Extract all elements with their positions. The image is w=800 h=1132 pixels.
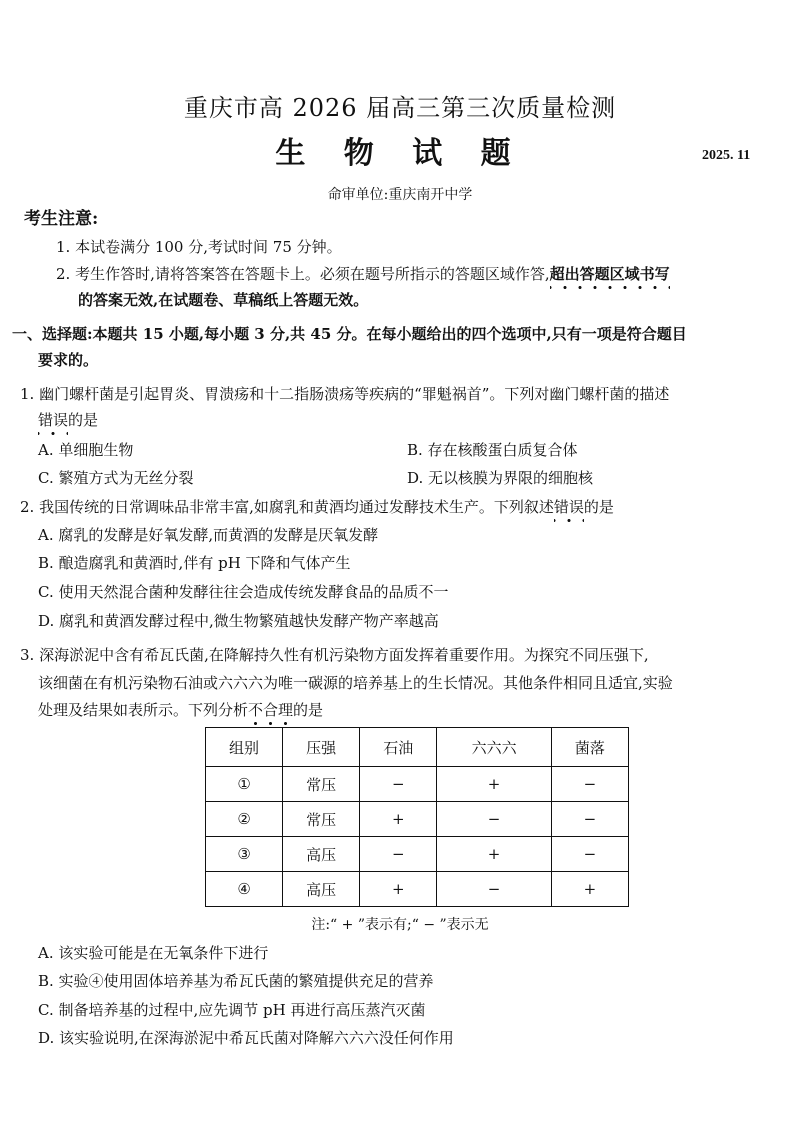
- q2-emphasis: 错误: [554, 498, 584, 523]
- q3-option-b: B. 实验④使用固体培养基为希瓦氏菌的繁殖提供充足的营养: [38, 972, 434, 990]
- exam-title: 重庆市高 2026 届高三第三次质量检测: [183, 94, 617, 122]
- q3-option-d: D. 该实验说明,在深海淤泥中希瓦氏菌对降解六六六没任何作用: [38, 1029, 454, 1047]
- table-note: 注:“ + ”表示有;“ − ”表示无: [311, 917, 489, 933]
- q2-option-b: B. 酿造腐乳和黄酒时,伴有 pH 下降和气体产生: [38, 554, 351, 572]
- q3-stem-line1: 3. 深海淤泥中含有希瓦氏菌,在降解持久性有机污染物方面发挥着重要作用。为探究不同压强下,: [20, 646, 649, 664]
- table-cell: +: [551, 872, 628, 907]
- q2-option-a: A. 腐乳的发酵是好氧发酵,而黄酒的发酵是厌氧发酵: [38, 526, 379, 544]
- q3-option-c: C. 制备培养基的过程中,应先调节 pH 再进行高压蒸汽灭菌: [38, 1001, 426, 1019]
- subject-title: 生 物 试 题: [275, 136, 525, 171]
- table-cell: −: [360, 837, 437, 872]
- table-cell: +: [360, 802, 437, 837]
- table-cell: +: [437, 767, 551, 802]
- notice-item-2: [56, 264, 670, 284]
- table-header-cell: 石油: [360, 728, 437, 767]
- q2-stem-end: 的是: [583, 498, 614, 516]
- q3-stem-text: 处理及结果如表所示。下列分析: [38, 701, 249, 719]
- experiment-table: [205, 727, 629, 907]
- table-cell: −: [551, 767, 628, 802]
- exam-date: 2025. 11: [702, 148, 751, 163]
- q1-emphasis: 错误: [38, 411, 68, 436]
- table-row: [206, 767, 629, 802]
- table-header-cell: 菌落: [551, 728, 628, 767]
- table-cell: −: [360, 767, 437, 802]
- q3-stem-end: 的是: [293, 701, 324, 719]
- table-cell: −: [437, 802, 551, 837]
- table-cell: 常压: [283, 767, 360, 802]
- q3-stem-line2: 该细菌在有机污染物石油或六六六为唯一碳源的培养基上的生长情况。其他条件相同且适宜,实验: [38, 674, 673, 692]
- q1-option-b: B. 存在核酸蛋白质复合体: [407, 441, 578, 459]
- notice-heading: 考生注意:: [24, 209, 99, 229]
- q1-stem-line2: [38, 410, 98, 430]
- table-row: [206, 837, 629, 872]
- q3-stem-line3: [38, 700, 323, 720]
- table-cell: ④: [206, 872, 283, 907]
- table-cell: ①: [206, 767, 283, 802]
- q2-stem: [20, 497, 614, 517]
- table-cell: −: [437, 872, 551, 907]
- table-row: [206, 872, 629, 907]
- notice-item-2-text: 2. 考生作答时,请将答案答在答题卡上。必须在题号所指示的答题区域作答,: [56, 265, 550, 283]
- q3-emphasis: 不合理: [248, 701, 293, 726]
- setter-unit: 命审单位:重庆南开中学: [327, 187, 473, 203]
- table-header-cell: 组别: [206, 728, 283, 767]
- notice-item-2-continued: 的答案无效,在试题卷、草稿纸上答题无效。: [78, 291, 369, 309]
- table-cell: ②: [206, 802, 283, 837]
- q1-stem-end: 的是: [68, 411, 99, 429]
- section-heading-line2: 要求的。: [38, 351, 99, 369]
- table-header-cell: 压强: [283, 728, 360, 767]
- notice-item-2-emphasis: 超出答题区域书写: [550, 265, 670, 290]
- table-cell: +: [437, 837, 551, 872]
- q3-option-a: A. 该实验可能是在无氧条件下进行: [38, 944, 269, 962]
- q2-stem-text: 2. 我国传统的日常调味品非常丰富,如腐乳和黄酒均通过发酵技术生产。下列叙述: [20, 498, 554, 516]
- section-heading-line1: 一、选择题:本题共 15 小题,每小题 3 分,共 45 分。在每小题给出的四个选项中,只有一项是符合题目: [12, 325, 687, 343]
- table-cell: +: [360, 872, 437, 907]
- q2-option-d: D. 腐乳和黄酒发酵过程中,微生物繁殖越快发酵产物产率越高: [38, 612, 439, 630]
- q1-option-d: D. 无以核膜为界限的细胞核: [407, 469, 594, 487]
- table-cell: −: [551, 802, 628, 837]
- table-cell: 高压: [283, 872, 360, 907]
- q1-stem-line1: 1. 幽门螺杆菌是引起胃炎、胃溃疡和十二指肠溃疡等疾病的“罪魁祸首”。下列对幽门螺杆菌的描述: [20, 385, 670, 403]
- table-cell: 高压: [283, 837, 360, 872]
- table-row: [206, 802, 629, 837]
- q2-option-c: C. 使用天然混合菌种发酵往往会造成传统发酵食品的品质不一: [38, 583, 449, 601]
- table-header-row: [206, 728, 629, 767]
- table-cell: 常压: [283, 802, 360, 837]
- q1-option-a: A. 单细胞生物: [38, 441, 134, 459]
- table-cell: −: [551, 837, 628, 872]
- q1-option-c: C. 繁殖方式为无丝分裂: [38, 469, 194, 487]
- table-cell: ③: [206, 837, 283, 872]
- table-header-cell: 六六六: [437, 728, 551, 767]
- notice-item-1: 1. 本试卷满分 100 分,考试时间 75 分钟。: [56, 238, 342, 256]
